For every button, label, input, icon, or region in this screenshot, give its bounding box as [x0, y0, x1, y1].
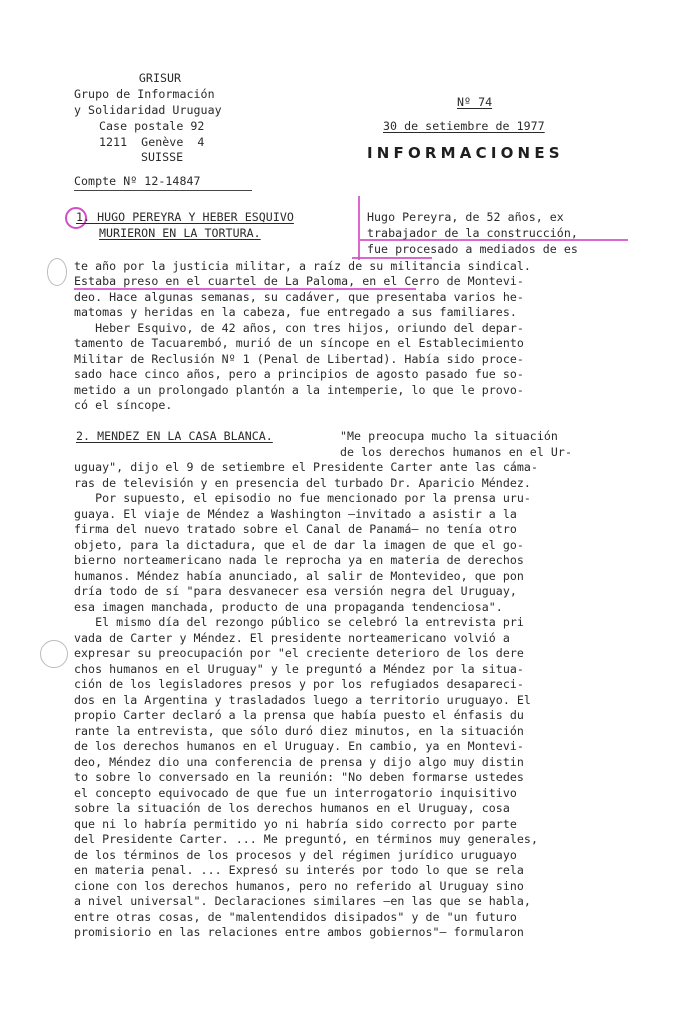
page-title: INFORMACIONES [367, 144, 564, 162]
section2-body-line: El mismo día del rezongo público se celebró la entrevista pri [74, 615, 524, 629]
org-line: SUISSE [141, 150, 184, 164]
section2-body-line: que ni lo habría permitido yo ni habría sido correcto por parte [74, 817, 517, 831]
section1-body-line: Heber Esquivo, de 42 años, con tres hijos, oriundo del depar- [74, 321, 524, 335]
issue-number: Nº 74 [457, 95, 493, 109]
section2-body-line: firma del nuevo tratado sobre el Canal de Panamá— no tenía otro [74, 522, 517, 536]
section1-body-line: deo. Hace algunas semanas, su cadáver, que presentaba varios he- [74, 290, 524, 304]
punch-hole-mark-top [47, 258, 67, 286]
section2-body-line: to sobre lo conversado en la reunión: "No deben formarse ustedes [74, 770, 524, 784]
section2-body-line: entre otras cosas, de "malentendidos disipados" y de "un futuro [74, 910, 517, 924]
section2-body-line: del Presidente Carter. ... Me preguntó, en términos muy generales, [74, 832, 538, 846]
section2-body-line: en materia penal. ... Expresó su interés por todo lo que se rela [74, 863, 524, 877]
section1-body-line: Militar de Reclusión Nº 1 (Penal de Libertad). Había sido proce- [74, 352, 524, 366]
section1-body-line: tamento de Tacuarembó, murió de un síncope en el Establecimiento [74, 336, 524, 350]
section2-body-line: el concepto equivocado de que fue un interrogatorio inquisitivo [74, 786, 517, 800]
section2-body-line: de los derechos humanos en el Uruguay. En cambio, ya en Montevi- [74, 739, 524, 753]
section2-body-line: expresar su preocupación por "el creciente deterioro de los dere [74, 646, 524, 660]
section1-intro-line: trabajador de la construcción, [367, 226, 578, 240]
section1-body-line: te año por la justicia militar, a raíz de su militancia sindical. [74, 259, 531, 273]
punch-hole-mark [40, 640, 68, 668]
section2-body-line: esa imagen manchada, producto de una propaganda tendenciosa". [74, 600, 503, 614]
section2-body-line: dría todo de sí "para desvanecer esa versión negra del Uruguay, [74, 584, 517, 598]
section2-intro-line: de los derechos humanos en el Ur- [340, 445, 572, 459]
section1-heading: MURIERON EN LA TORTURA. [99, 226, 261, 240]
section2-body-line: deo, Méndez dio una conferencia de prensa y dijo algo muy distin [74, 755, 524, 769]
section2-body-line: ción de los legisladores presos y por los refugiados desapareci- [74, 677, 524, 691]
section1-body-line: sado hace cinco años, pero a principios de agosto pasado fue so- [74, 367, 524, 381]
section2-body-line: rante la entrevista, que sólo duró diez minutos, en la situación [74, 724, 524, 738]
section2-body-line: cione con los derechos humanos, pero no referido al Uruguay sino [74, 879, 524, 893]
section2-body-line: de los términos de los procesos y del régimen jurídico uruguayo [74, 848, 517, 862]
section2-body-line: ras de televisión y en presencia del turbado Dr. Aparicio Méndez. [74, 476, 531, 490]
issue-date: 30 de setiembre de 1977 [383, 119, 545, 133]
section1-body-line: matomas y heridas en la cabeza, fue entregado a sus familiares. [74, 305, 517, 319]
org-line: 1211 Genève 4 [99, 135, 205, 149]
section2-body-line: bierno norteamericano nada le reprocha ya en materia de derechos [74, 553, 524, 567]
section2-body-line: chos humanos en el Uruguay" y le preguntó a Méndez por la situa- [74, 662, 524, 676]
section2-body-line: a nivel universal". Declaraciones similares —en las que se habla, [74, 894, 531, 908]
section2-body-line: uguay", dijo el 9 de setiembre el Presidente Carter ante las cáma- [74, 460, 538, 474]
section1-intro-line: Hugo Pereyra, de 52 años, ex [367, 210, 564, 224]
section1-heading: 1. HUGO PEREYRA Y HEBER ESQUIVO [76, 210, 294, 224]
org-line: GRISUR [138, 71, 182, 85]
highlight-bar-vertical [358, 196, 360, 260]
org-line: Case postale 92 [99, 119, 205, 133]
section2-body-line: guaya. El viaje de Méndez a Washington —invitado a asistir a la [74, 507, 517, 521]
section2-body-line: promisiorio en las relaciones entre ambos gobiernos"— formularon [74, 925, 524, 939]
account-number: Compte Nº 12-14847 [74, 174, 201, 188]
section1-body-line: metido a un prolongado plantón a la intemperie, lo que le provo- [74, 383, 524, 397]
section2-heading: 2. MENDEZ EN LA CASA BLANCA. [76, 429, 273, 443]
section1-body-line: có el síncope. [74, 398, 173, 412]
section2-body-line: sobre la situación de los derechos humanos en el Uruguay, cosa [74, 801, 510, 815]
org-line: Grupo de Información [74, 87, 215, 101]
section2-body-line: Por supuesto, el episodio no fue mencionado por la prensa uru- [74, 491, 531, 505]
section1-intro-line: fue procesado a mediados de es [367, 242, 578, 256]
section2-body-line: dos en la Argentina y trasladados luego a territorio uruguayo. El [74, 693, 531, 707]
header-rule [74, 190, 252, 191]
section2-body-line: objeto, para la dictadura, que el de dar la imagen de que el go- [74, 538, 524, 552]
org-line: y Solidaridad Uruguay [74, 103, 222, 117]
section2-body-line: vada de Carter y Méndez. El presidente norteamericano volvió a [74, 631, 510, 645]
section2-body-line: humanos. Méndez había anunciado, al salir de Montevideo, que pon [74, 569, 524, 583]
section2-body-line: propio Carter declaró a la prensa que había puesto el énfasis du [74, 708, 524, 722]
section1-body-line: Estaba preso en el cuartel de La Paloma, en el Cerro de Montevi- [74, 274, 524, 288]
section2-intro-line: "Me preocupa mucho la situación [340, 429, 558, 443]
